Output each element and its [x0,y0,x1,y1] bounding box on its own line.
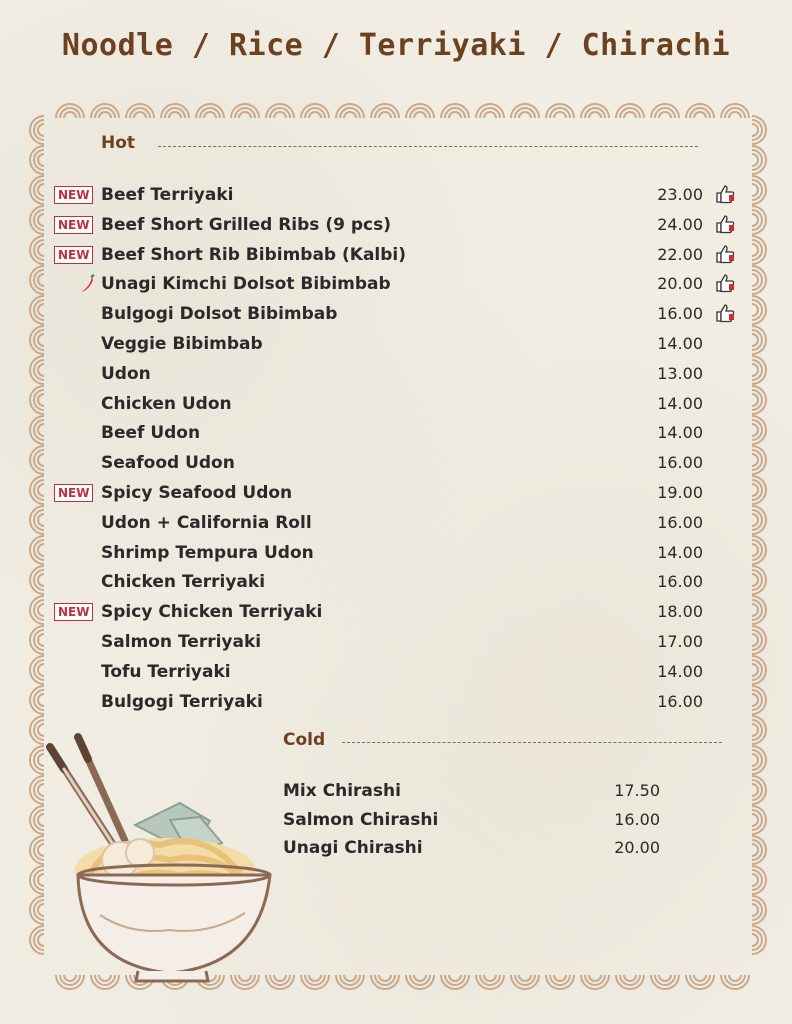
item-price: 14.00 [657,393,703,413]
cold-item-price: 20.00 [614,838,660,857]
item-name: Veggie Bibimbab [101,334,263,354]
list-item [0,512,792,538]
list-item [0,422,792,448]
item-name: Spicy Chicken Terriyaki [101,602,323,623]
item-name: Beef Udon [101,423,201,444]
cold-item-price: 16.00 [614,809,660,829]
item-price: 14.00 [657,334,703,353]
section-hot-divider [158,146,698,147]
item-price: 16.00 [657,453,703,473]
chili-pepper-icon [78,274,96,294]
section-hot-label: Hot [101,133,136,153]
item-price: 19.00 [657,483,703,502]
list-item [0,542,792,568]
item-name: Bulgogi Terriyaki [101,691,263,712]
item-name: Spicy Seafood Udon [101,483,293,503]
list-item [0,303,792,329]
thumbs-up-icon [714,273,736,293]
item-name: Udon + California Roll [101,512,312,533]
item-name: Tofu Terriyaki [101,661,231,682]
item-name: Salmon Terriyaki [101,632,262,652]
item-name: Beef Terriyaki [101,185,234,205]
item-price: 22.00 [657,244,703,264]
thumbs-up-icon [714,214,736,234]
item-price: 14.00 [657,661,703,681]
item-price: 16.00 [657,691,703,711]
item-price: 20.00 [657,274,703,294]
list-item [0,363,792,389]
item-price: 14.00 [657,423,703,443]
item-price: 14.00 [657,542,703,562]
item-name: Bulgogi Dolsot Bibimbab [101,304,338,325]
cold-item-name: Salmon Chirashi [283,809,439,830]
thumbs-up-icon [714,184,736,204]
thumbs-up-icon [714,303,736,323]
list-item [0,661,792,687]
item-name: Beef Short Grilled Ribs (9 pcs) [101,214,391,235]
new-badge: NEW [54,216,93,234]
thumbs-up-icon [714,244,736,264]
list-item [0,482,792,508]
item-price: 17.00 [657,632,703,651]
list-item [0,691,792,717]
item-name: Udon [101,363,151,384]
new-badge: NEW [54,246,93,264]
item-price: 18.00 [657,602,703,622]
list-item [0,333,792,359]
list-item [0,214,792,240]
cold-item-name: Mix Chirashi [283,781,401,801]
new-badge: NEW [54,603,93,621]
list-item [0,631,792,657]
list-item [0,184,792,210]
new-badge: NEW [54,186,93,204]
item-name: Seafood Udon [101,453,235,474]
list-item [0,244,792,270]
menu-title: Noodle / Rice / Terriyaki / Chirachi [61,28,731,63]
section-cold-divider [342,742,722,743]
chopsticks-icon [50,737,126,855]
list-item [0,571,792,597]
section-cold-label: Cold [283,730,326,750]
item-name: Beef Short Rib Bibimbab (Kalbi) [101,244,407,265]
cold-item-name: Unagi Chirashi [283,838,423,858]
item-name: Chicken Terriyaki [101,572,266,593]
item-name: Shrimp Tempura Udon [101,542,314,563]
new-badge: NEW [54,484,93,502]
item-price: 13.00 [657,363,703,383]
cold-item-price: 17.50 [614,781,660,800]
item-price: 16.00 [657,572,703,592]
list-item [0,601,792,627]
item-price: 16.00 [657,512,703,532]
item-price: 16.00 [657,304,703,324]
list-item [0,273,792,299]
item-name: Chicken Udon [101,393,232,414]
list-item [0,393,792,419]
noodle-bowl-icon [40,725,280,985]
list-item [0,452,792,478]
item-price: 23.00 [657,185,703,204]
item-price: 24.00 [657,214,703,234]
item-name: Unagi Kimchi Dolsot Bibimbab [101,274,391,295]
